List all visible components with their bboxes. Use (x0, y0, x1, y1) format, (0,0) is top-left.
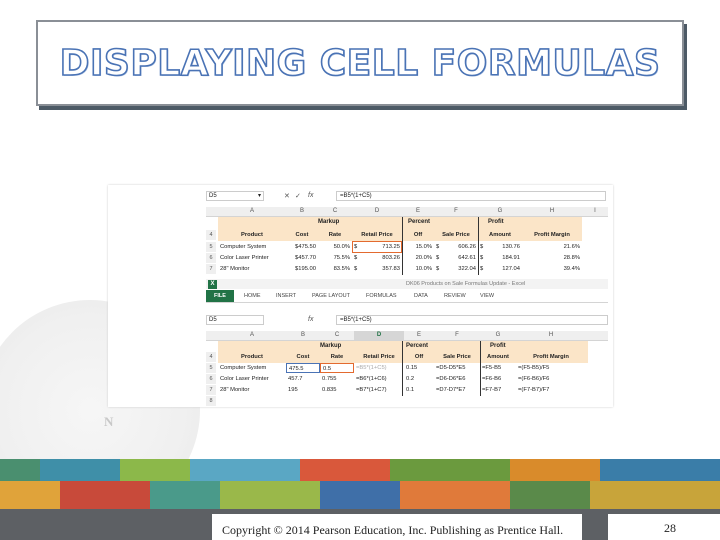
formula-bar[interactable]: =B5*(1+C5) (336, 315, 608, 325)
cell-retail-price[interactable]: =B5*(1+C5) (356, 365, 387, 371)
tab-home[interactable]: HOME (244, 293, 261, 299)
cell-product[interactable]: Computer System (220, 365, 267, 371)
ribbon-tabs (206, 290, 608, 303)
header-percent: Percent (406, 343, 429, 349)
cell-rate[interactable]: 50.0% (333, 244, 350, 250)
excel-logo-icon: X (208, 280, 217, 289)
cell-currency: $ (480, 244, 484, 250)
cell-currency: $ (436, 255, 440, 261)
tab-insert[interactable]: INSERT (276, 293, 297, 299)
cell-amount[interactable]: 127.04 (502, 266, 520, 272)
name-box[interactable]: D5 (206, 315, 264, 325)
cell-sale-price[interactable]: 322.04 (458, 266, 476, 272)
column-divider (478, 217, 479, 275)
col-g[interactable]: G (495, 332, 501, 338)
cell-off[interactable]: 10.0% (415, 266, 432, 272)
cell-amount[interactable]: =F5-B5 (482, 365, 502, 371)
row-number[interactable]: 7 (206, 264, 216, 274)
col-h[interactable]: H (549, 208, 555, 214)
tab-formulas[interactable]: FORMULAS (366, 293, 397, 299)
cell-product[interactable]: Computer System (220, 244, 267, 250)
cell-off[interactable]: 15.0% (415, 244, 432, 250)
cell-cost[interactable]: $457.70 (295, 255, 316, 261)
cell-rate[interactable]: 75.5% (333, 255, 350, 261)
col-i[interactable]: I (594, 208, 596, 214)
cell-cost[interactable]: $195.00 (295, 266, 316, 272)
cell-currency: $ (354, 244, 358, 250)
slide-title: DISPLAYING CELL FORMULAS (59, 42, 661, 84)
header-amount: Amount (487, 354, 509, 360)
header-markup: Markup (318, 219, 340, 225)
cell-amount[interactable]: 184.91 (502, 255, 520, 261)
cell-profit-margin[interactable]: 39.4% (563, 266, 580, 272)
window-title: DK06 Products on Sale Formulas Update - Excel (406, 281, 526, 287)
cell-retail-price[interactable]: =B7*(1+C7) (356, 387, 387, 393)
table-header-row (206, 352, 608, 362)
column-headers (206, 207, 608, 217)
header-rate: Rate (330, 354, 344, 360)
tab-review[interactable]: REVIEW (444, 293, 466, 299)
cell-currency: $ (436, 244, 440, 250)
header-off: Off (414, 354, 424, 360)
cell-sale-price[interactable]: 606.26 (458, 244, 476, 250)
cell-profit-margin[interactable]: =(F6-B6)/F6 (518, 376, 550, 382)
cell-retail-price[interactable]: 357.83 (382, 266, 400, 272)
cell-sale-price[interactable]: 642.61 (458, 255, 476, 261)
row-number[interactable]: 4 (206, 230, 216, 240)
table-header-row (206, 230, 608, 240)
cell-off[interactable]: 0.1 (406, 387, 415, 393)
table-row (206, 385, 608, 395)
header-cost: Cost (296, 354, 310, 360)
row-number[interactable]: 5 (206, 242, 216, 252)
row-number[interactable]: 6 (206, 253, 216, 263)
title-bar (206, 279, 608, 289)
cell-sale-price[interactable]: =D7-D7*E7 (436, 387, 466, 393)
compass-letter: N (104, 414, 114, 429)
cell-retail-price[interactable]: 713.25 (382, 244, 400, 250)
col-e[interactable]: E (416, 332, 421, 338)
cell-off[interactable]: 0.2 (406, 376, 415, 382)
cell-sale-price[interactable]: =D6-D6*E6 (436, 376, 466, 382)
col-g[interactable]: G (497, 208, 503, 214)
col-b[interactable]: B (299, 208, 304, 214)
copyright-text: Copyright © 2014 Pearson Education, Inc. Publishing as Prentice Hall. (222, 523, 564, 537)
col-f[interactable]: F (455, 332, 459, 338)
cell-amount[interactable]: 130.76 (502, 244, 520, 250)
row-number[interactable]: 7 (206, 385, 216, 395)
row-number[interactable]: 5 (206, 363, 216, 373)
header-amount: Amount (489, 232, 511, 238)
cell-cost[interactable]: 457.7 (288, 376, 303, 382)
tab-data[interactable]: DATA (414, 293, 428, 299)
chevron-down-icon: ▾ (257, 193, 261, 199)
cell-product[interactable]: Color Laser Printer (220, 376, 269, 382)
col-a[interactable]: A (249, 208, 254, 214)
table-row (206, 242, 608, 252)
col-b[interactable]: B (300, 332, 305, 338)
tab-file[interactable]: FILE (206, 290, 234, 302)
header-profit: Profit (490, 343, 506, 349)
name-box[interactable]: D5 ▾ (206, 191, 264, 201)
row-number[interactable]: 8 (206, 396, 216, 406)
page-number: 28 (664, 521, 676, 535)
cell-cost[interactable]: 195 (288, 387, 298, 393)
row-number[interactable]: 6 (206, 374, 216, 384)
col-c[interactable]: C (334, 332, 340, 338)
cell-off[interactable]: 20.0% (415, 255, 432, 261)
cell-amount[interactable]: =F7-B7 (482, 387, 502, 393)
column-divider (402, 341, 403, 396)
cell-profit-margin[interactable]: 28.8% (563, 255, 580, 261)
cell-product[interactable]: 28" Monitor (220, 387, 250, 393)
column-divider (480, 341, 481, 396)
cell-cost[interactable]: 475.5 (286, 363, 320, 373)
title-box (36, 20, 684, 106)
header-product: Product (241, 354, 263, 360)
cell-profit-margin[interactable]: =(F7-B7)/F7 (518, 387, 550, 393)
cell-currency: $ (480, 255, 484, 261)
col-d[interactable]: D (354, 331, 404, 340)
header-retail-price: Retail Price (363, 354, 395, 360)
table-row (206, 374, 608, 384)
cell-rate[interactable]: 83.5% (333, 266, 350, 272)
tab-view[interactable]: VIEW (480, 293, 495, 299)
header-retail-price: Retail Price (361, 232, 393, 238)
col-h[interactable]: H (548, 332, 554, 338)
cell-rate[interactable]: 0.755 (322, 376, 337, 382)
cell-retail-price[interactable]: 803.26 (382, 255, 400, 261)
fx-icon: fx (308, 192, 314, 199)
decorative-color-band (0, 459, 720, 509)
tab-page-layout[interactable]: PAGE LAYOUT (312, 293, 351, 299)
col-c[interactable]: C (332, 208, 338, 214)
header-profit: Profit (488, 219, 504, 225)
header-rate: Rate (328, 232, 342, 238)
cell-profit-margin[interactable]: =(F5-B5)/F5 (518, 365, 550, 371)
table-row (206, 396, 608, 406)
excel-figure (108, 185, 613, 407)
cell-profit-margin[interactable]: 21.6% (563, 244, 580, 250)
col-e[interactable]: E (415, 208, 420, 214)
cell-currency: $ (480, 266, 484, 272)
header-percent: Percent (408, 219, 431, 225)
cell-amount[interactable]: =F6-B6 (482, 376, 502, 382)
cell-rate[interactable]: 0.5 (320, 363, 354, 373)
col-f[interactable]: F (454, 208, 458, 214)
fx-icon: fx (308, 316, 314, 323)
column-divider (402, 217, 403, 275)
cell-product[interactable]: 28" Monitor (220, 266, 250, 272)
cell-retail-price[interactable]: =B6*(1+C6) (356, 376, 387, 382)
header-product: Product (241, 232, 263, 238)
cell-currency: $ (436, 266, 440, 272)
col-a[interactable]: A (249, 332, 254, 338)
cell-cost[interactable]: $475.50 (295, 244, 316, 250)
cell-rate[interactable]: 0.835 (322, 387, 337, 393)
cell-product[interactable]: Color Laser Printer (220, 255, 269, 261)
enter-icon[interactable]: ✓ (295, 193, 301, 200)
table-row (206, 363, 608, 373)
formula-bar[interactable]: =B5*(1+C5) (336, 191, 606, 201)
header-cost: Cost (295, 232, 309, 238)
header-off: Off (413, 232, 423, 238)
cell-currency: $ (354, 266, 358, 272)
active-cell-highlight (352, 241, 402, 253)
header-markup: Markup (320, 343, 342, 349)
column-headers (206, 331, 608, 341)
cell-currency: $ (354, 255, 358, 261)
header-sale-price: Sale Price (443, 354, 471, 360)
col-d[interactable]: D (374, 208, 380, 214)
cancel-icon[interactable]: ✕ (284, 193, 290, 200)
cell-sale-price[interactable]: =D5-D5*E5 (436, 365, 466, 371)
header-profit-margin: Profit Margin (534, 232, 570, 238)
header-sale-price: Sale Price (442, 232, 470, 238)
table-row (206, 264, 608, 274)
cell-off[interactable]: 0.15 (406, 365, 418, 371)
header-profit-margin: Profit Margin (533, 354, 569, 360)
row-number[interactable]: 4 (206, 352, 216, 362)
table-row (206, 253, 608, 263)
